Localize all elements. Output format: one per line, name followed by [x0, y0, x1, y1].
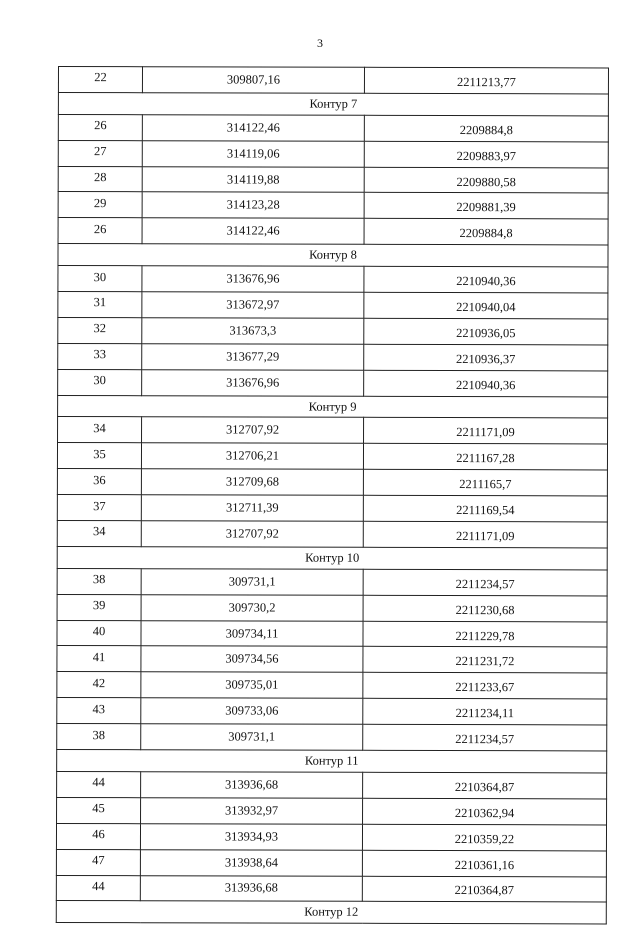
point-number-cell: 36	[57, 469, 141, 495]
point-number-cell: 31	[58, 292, 142, 318]
y-coordinate-cell: 2211231,72	[363, 647, 607, 674]
x-coordinate-cell: 309734,11	[141, 620, 363, 646]
y-coordinate-cell: 2211213,77	[364, 67, 608, 94]
table-row	[58, 67, 608, 94]
y-coordinate-cell: 2210936,05	[364, 318, 608, 345]
y-coordinate-cell: 2209880,58	[364, 167, 608, 194]
table-row	[57, 771, 607, 798]
point-number-cell: 27	[58, 140, 142, 166]
table-row	[57, 724, 607, 751]
x-coordinate-cell: 313936,68	[141, 772, 363, 798]
y-coordinate-cell: 2211171,09	[364, 418, 608, 445]
x-coordinate-cell: 309731,1	[141, 724, 363, 750]
x-coordinate-cell: 314119,88	[142, 166, 364, 192]
contour-header-row	[56, 901, 606, 924]
x-coordinate-cell: 309731,1	[141, 569, 363, 595]
x-coordinate-cell: 312707,92	[142, 417, 364, 443]
y-coordinate-cell: 2211234,57	[363, 724, 607, 751]
y-coordinate-cell: 2211230,68	[363, 595, 607, 622]
table-row	[58, 218, 608, 245]
table-row	[58, 343, 608, 370]
y-coordinate-cell: 2211165,7	[363, 470, 607, 497]
table-row	[58, 317, 608, 344]
point-number-cell: 41	[57, 646, 141, 672]
point-number-cell: 26	[58, 218, 142, 244]
x-coordinate-cell: 313932,97	[141, 798, 363, 824]
y-coordinate-cell: 2211167,28	[363, 444, 607, 471]
point-number-cell: 45	[57, 797, 141, 823]
x-coordinate-cell: 314123,28	[142, 192, 364, 218]
table-row	[57, 672, 607, 699]
point-number-cell: 30	[58, 369, 142, 395]
x-coordinate-cell: 313672,97	[142, 292, 364, 318]
coordinates-table-body	[56, 67, 608, 925]
x-coordinate-cell: 309807,16	[142, 67, 364, 93]
x-coordinate-cell: 313673,3	[142, 318, 364, 344]
table-row	[58, 192, 608, 219]
table-row	[57, 698, 607, 725]
page-number: 3	[317, 36, 323, 50]
point-number-cell: 33	[58, 343, 142, 369]
point-number-cell: 30	[58, 266, 142, 292]
contour-label: Контур 11	[57, 750, 607, 773]
contour-header-row	[58, 395, 608, 418]
x-coordinate-cell: 309733,06	[141, 698, 363, 724]
point-number-cell: 44	[57, 771, 141, 797]
point-number-cell: 22	[58, 67, 142, 93]
y-coordinate-cell: 2211171,09	[363, 521, 607, 548]
contour-header-row	[57, 750, 607, 773]
table-row	[57, 797, 607, 824]
x-coordinate-cell: 313936,68	[140, 875, 362, 901]
point-number-cell: 38	[57, 724, 141, 750]
y-coordinate-cell: 2211229,78	[363, 621, 607, 648]
table-row	[56, 875, 606, 902]
point-number-cell: 34	[57, 521, 141, 547]
table-row	[56, 849, 606, 876]
table-row	[58, 166, 608, 193]
y-coordinate-cell: 2211234,57	[363, 569, 607, 596]
contour-header-row	[58, 244, 608, 267]
table-row	[57, 646, 607, 673]
y-coordinate-cell: 2211169,54	[363, 495, 607, 522]
y-coordinate-cell: 2209883,97	[364, 141, 608, 168]
y-coordinate-cell: 2210940,36	[364, 266, 608, 293]
x-coordinate-cell: 309730,2	[141, 594, 363, 620]
table-row	[58, 292, 608, 319]
y-coordinate-cell: 2211233,67	[363, 673, 607, 700]
x-coordinate-cell: 312707,92	[141, 521, 363, 547]
y-coordinate-cell: 2210936,37	[364, 344, 608, 371]
y-coordinate-cell: 2209884,8	[364, 219, 608, 246]
contour-label: Контур 10	[57, 546, 607, 569]
table-row	[57, 495, 607, 522]
contour-label: Контур 8	[58, 244, 608, 267]
x-coordinate-cell: 313938,64	[140, 849, 362, 875]
contour-label: Контур 7	[58, 92, 608, 115]
point-number-cell: 39	[57, 594, 141, 620]
table-row	[57, 620, 607, 647]
y-coordinate-cell: 2209881,39	[364, 193, 608, 220]
x-coordinate-cell: 313934,93	[140, 823, 362, 849]
x-coordinate-cell: 312706,21	[141, 443, 363, 469]
point-number-cell: 35	[57, 443, 141, 469]
y-coordinate-cell: 2210940,36	[364, 370, 608, 397]
y-coordinate-cell: 2211234,11	[363, 699, 607, 726]
table-row	[57, 521, 607, 548]
point-number-cell: 26	[58, 114, 142, 140]
point-number-cell: 40	[57, 620, 141, 646]
point-number-cell: 42	[57, 672, 141, 698]
point-number-cell: 47	[56, 849, 140, 875]
coordinates-table	[56, 66, 609, 925]
x-coordinate-cell: 309734,56	[141, 646, 363, 672]
table-row	[58, 114, 608, 141]
point-number-cell: 37	[57, 495, 141, 521]
table-row	[56, 823, 606, 850]
x-coordinate-cell: 309735,01	[141, 672, 363, 698]
point-number-cell: 46	[56, 823, 140, 849]
x-coordinate-cell: 314122,46	[142, 218, 364, 244]
x-coordinate-cell: 313676,96	[142, 369, 364, 395]
x-coordinate-cell: 314119,06	[142, 140, 364, 166]
x-coordinate-cell: 313676,96	[142, 266, 364, 292]
y-coordinate-cell: 2210364,87	[363, 772, 607, 799]
contour-label: Контур 12	[56, 901, 606, 924]
y-coordinate-cell: 2210361,16	[362, 850, 606, 877]
y-coordinate-cell: 2210940,04	[364, 292, 608, 319]
point-number-cell: 29	[58, 192, 142, 218]
table-row	[57, 594, 607, 621]
table-row	[58, 417, 608, 444]
point-number-cell: 38	[57, 568, 141, 594]
point-number-cell: 43	[57, 698, 141, 724]
point-number-cell: 34	[58, 417, 142, 443]
contour-header-row	[58, 92, 608, 115]
contour-header-row	[57, 546, 607, 569]
y-coordinate-cell: 2210364,87	[362, 876, 606, 903]
point-number-cell: 28	[58, 166, 142, 192]
table-row	[57, 443, 607, 470]
y-coordinate-cell: 2210359,22	[362, 824, 606, 851]
y-coordinate-cell: 2209884,8	[364, 115, 608, 142]
point-number-cell: 32	[58, 317, 142, 343]
table-row	[57, 568, 607, 595]
point-number-cell: 44	[56, 875, 140, 901]
x-coordinate-cell: 312709,68	[141, 469, 363, 495]
x-coordinate-cell: 313677,29	[142, 344, 364, 370]
table-row	[58, 369, 608, 396]
table-row	[57, 469, 607, 496]
table-row	[58, 266, 608, 293]
x-coordinate-cell: 312711,39	[141, 495, 363, 521]
contour-label: Контур 9	[58, 395, 608, 418]
x-coordinate-cell: 314122,46	[142, 115, 364, 141]
table-row	[58, 140, 608, 167]
y-coordinate-cell: 2210362,94	[363, 798, 607, 825]
